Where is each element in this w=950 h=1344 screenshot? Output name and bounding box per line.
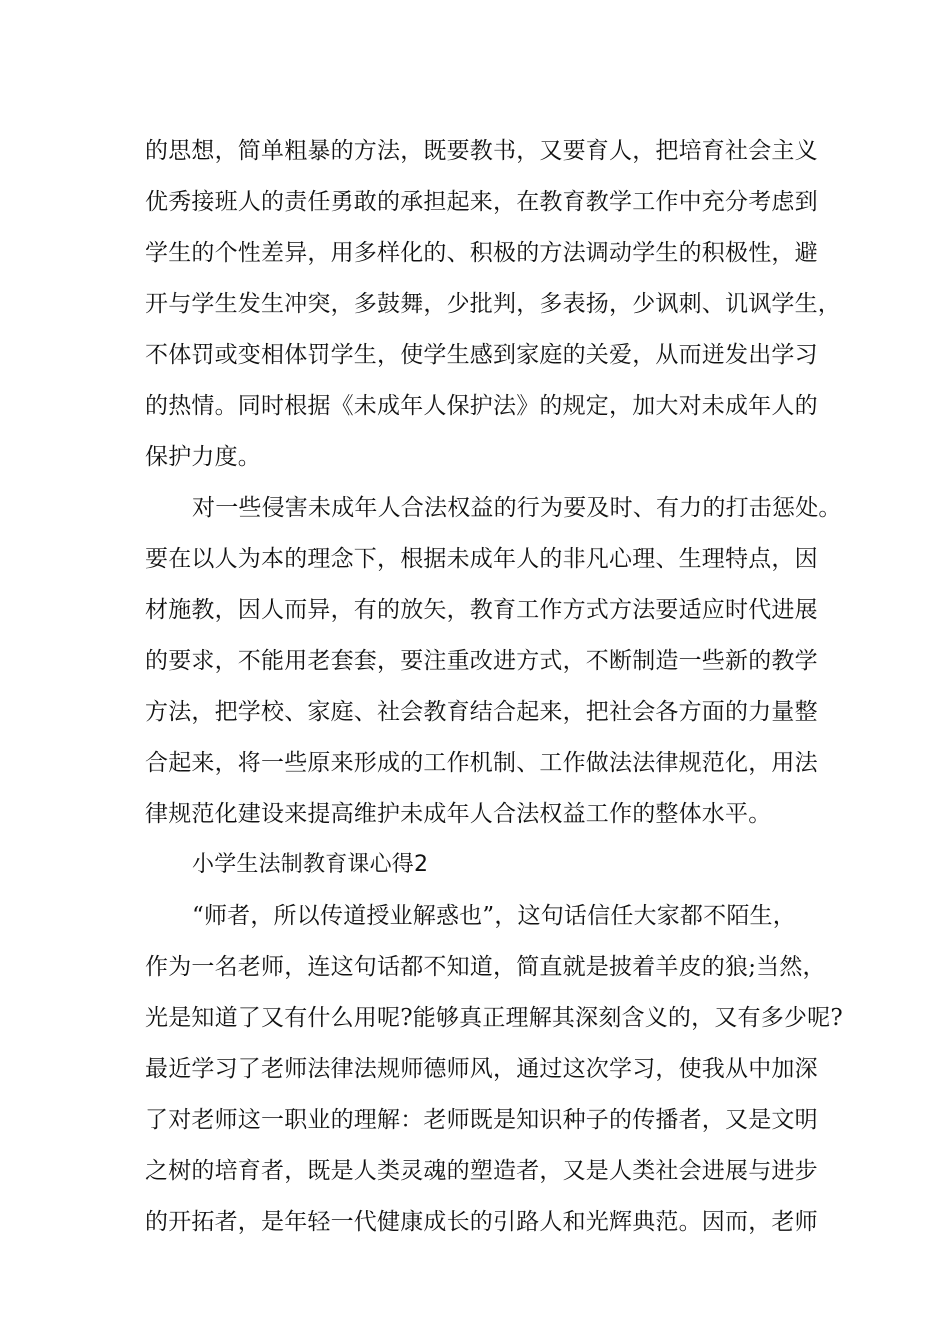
- paragraph-line: 保护力度。: [145, 444, 261, 470]
- paragraph-line: 的热情。同时根据《未成年人保护法》的规定，加大对未成年人的: [145, 393, 818, 419]
- paragraph-line: 了对老师这一职业的理解：老师既是知识种子的传播者，又是文明: [145, 1107, 818, 1133]
- paragraph-line: 的思想，简单粗暴的方法，既要教书，又要育人，把培育社会主义: [145, 138, 818, 164]
- paragraph-line: 优秀接班人的责任勇敢的承担起来，在教育教学工作中充分考虑到: [145, 189, 818, 215]
- paragraph-line: 律规范化建设来提高维护未成年人合法权益工作的整体水平。: [145, 801, 772, 827]
- paragraph-line: 合起来，将一些原来形成的工作机制、工作做法法律规范化，用法: [145, 750, 818, 776]
- paragraph-line: 作为一名老师，连这句话都不知道，简直就是披着羊皮的狼;当然，: [145, 954, 826, 980]
- paragraph-line: “师者，所以传道授业解惑也”，这句话信任大家都不陌生，: [192, 903, 796, 929]
- paragraph-line: 不体罚或变相体罚学生，使学生感到家庭的关爱，从而迸发出学习: [145, 342, 818, 368]
- paragraph-line: 对一些侵害未成年人合法权益的行为要及时、有力的打击惩处。: [192, 495, 842, 521]
- paragraph-line: 光是知道了又有什么用呢?能够真正理解其深刻含义的，又有多少呢?: [145, 1005, 843, 1031]
- paragraph-line: 之树的培育者，既是人类灵魂的塑造者，又是人类社会进展与进步: [145, 1158, 818, 1184]
- paragraph-line: 最近学习了老师法律法规师德师风，通过这次学习，使我从中加深: [145, 1056, 818, 1082]
- paragraph-line: 的要求，不能用老套套，要注重改进方式，不断制造一些新的教学: [145, 648, 818, 674]
- paragraph-line: 方法，把学校、家庭、社会教育结合起来，把社会各方面的力量整: [145, 699, 818, 725]
- paragraph-line: 学生的个性差异，用多样化的、积极的方法调动学生的积极性，避: [145, 240, 818, 266]
- paragraph-line: 开与学生发生冲突，多鼓舞，少批判，多表扬，少讽刺、讥讽学生，: [145, 291, 841, 317]
- paragraph-line: 材施教，因人而异，有的放矢，教育工作方式方法要适应时代进展: [145, 597, 818, 623]
- paragraph-line: 的开拓者，是年轻一代健康成长的引路人和光辉典范。因而，老师: [145, 1209, 818, 1235]
- paragraph-line: 要在以人为本的理念下，根据未成年人的非凡心理、生理特点，因: [145, 546, 818, 572]
- section-heading: 小学生法制教育课心得2: [192, 852, 429, 877]
